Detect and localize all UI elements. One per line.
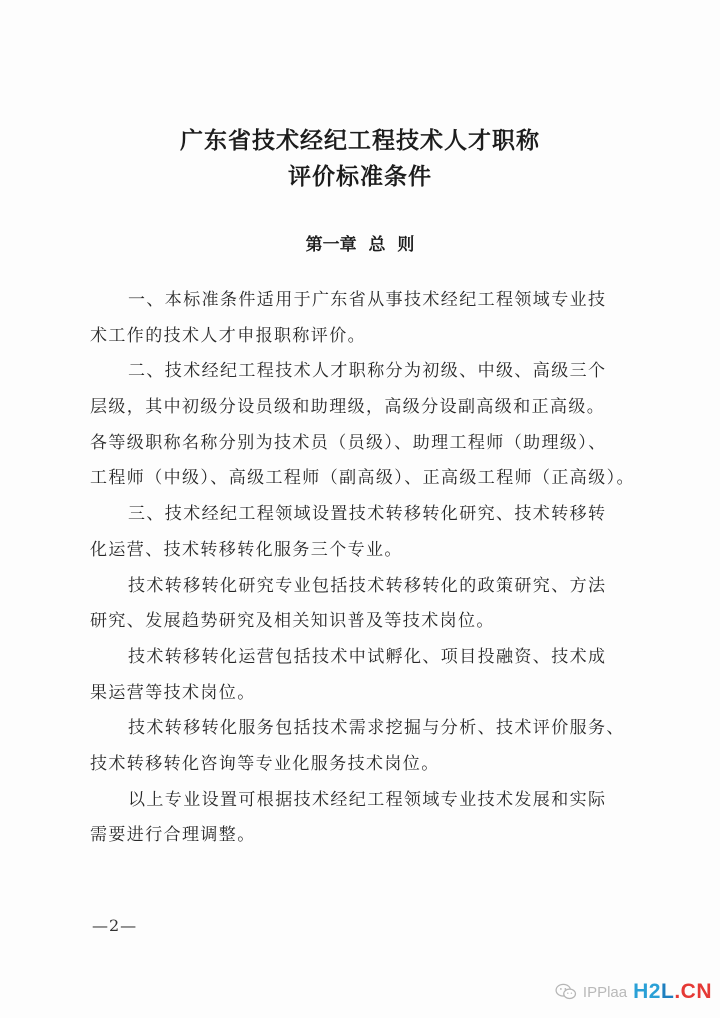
h2l-logo <box>633 980 712 1004</box>
paragraph-line: 术工作的技术人才申报职称评价。 <box>90 325 366 346</box>
paragraph-line: 技术转移转化咨询等专业化服务技术岗位。 <box>90 753 440 774</box>
logo-cn: CN <box>680 980 712 1003</box>
paragraph-line: 各等级职称名称分别为技术员（员级）、助理工程师（助理级）、 <box>90 432 607 453</box>
paragraph-line: 二、技术经纪工程技术人才职称分为初级、中级、高级三个 <box>128 361 607 382</box>
document-title-line2: 评价标准条件 <box>288 163 432 190</box>
paragraph-line: 果运营等技术岗位。 <box>90 682 256 703</box>
logo-h2: H2 <box>633 980 661 1003</box>
page-number: —2— <box>92 916 138 935</box>
watermark <box>555 980 712 1004</box>
paragraph-line: 以上专业设置可根据技术经纪工程领域专业技术发展和实际 <box>128 789 607 810</box>
paragraph-line: 一、本标准条件适用于广东省从事技术经纪工程领域专业技 <box>128 290 607 310</box>
paragraph-line: 技术转移转化研究专业包括技术转移转化的政策研究、方法 <box>128 575 607 596</box>
chapter-word-2: 则 <box>397 235 415 255</box>
logo-dot: . <box>674 980 681 1003</box>
paragraph-line: 技术转移转化运营包括技术中试孵化、项目投融资、技术成 <box>128 646 607 667</box>
chapter-number: 第一章 <box>305 235 357 255</box>
document-body <box>90 283 635 854</box>
watermark-faint-text: IPPlaa <box>582 983 628 1001</box>
paragraph-line: 技术转移转化服务包括技术需求挖掘与分析、技术评价服务、 <box>128 718 625 739</box>
paragraph-line: 需要进行合理调整。 <box>90 825 256 846</box>
logo-l: L <box>660 980 675 1003</box>
chapter-word-1: 总 <box>368 235 386 255</box>
paragraph-line: 工程师（中级）、高级工程师（副高级）、正高级工程师（正高级）。 <box>90 468 635 489</box>
wechat-icon <box>555 983 577 1001</box>
chapter-heading <box>0 230 720 255</box>
paragraph-line: 研究、发展趋势研究及相关知识普及等技术岗位。 <box>90 611 495 632</box>
paragraph-line: 三、技术经纪工程领域设置技术转移转化研究、技术转移转 <box>128 504 607 525</box>
paragraph-line: 层级，其中初级分设员级和助理级，高级分设副高级和正高级。 <box>90 397 606 418</box>
paragraph-line: 化运营、技术转移转化服务三个专业。 <box>90 539 403 560</box>
document-title-line1: 广东省技术经纪工程技术人才职称 <box>180 127 540 154</box>
